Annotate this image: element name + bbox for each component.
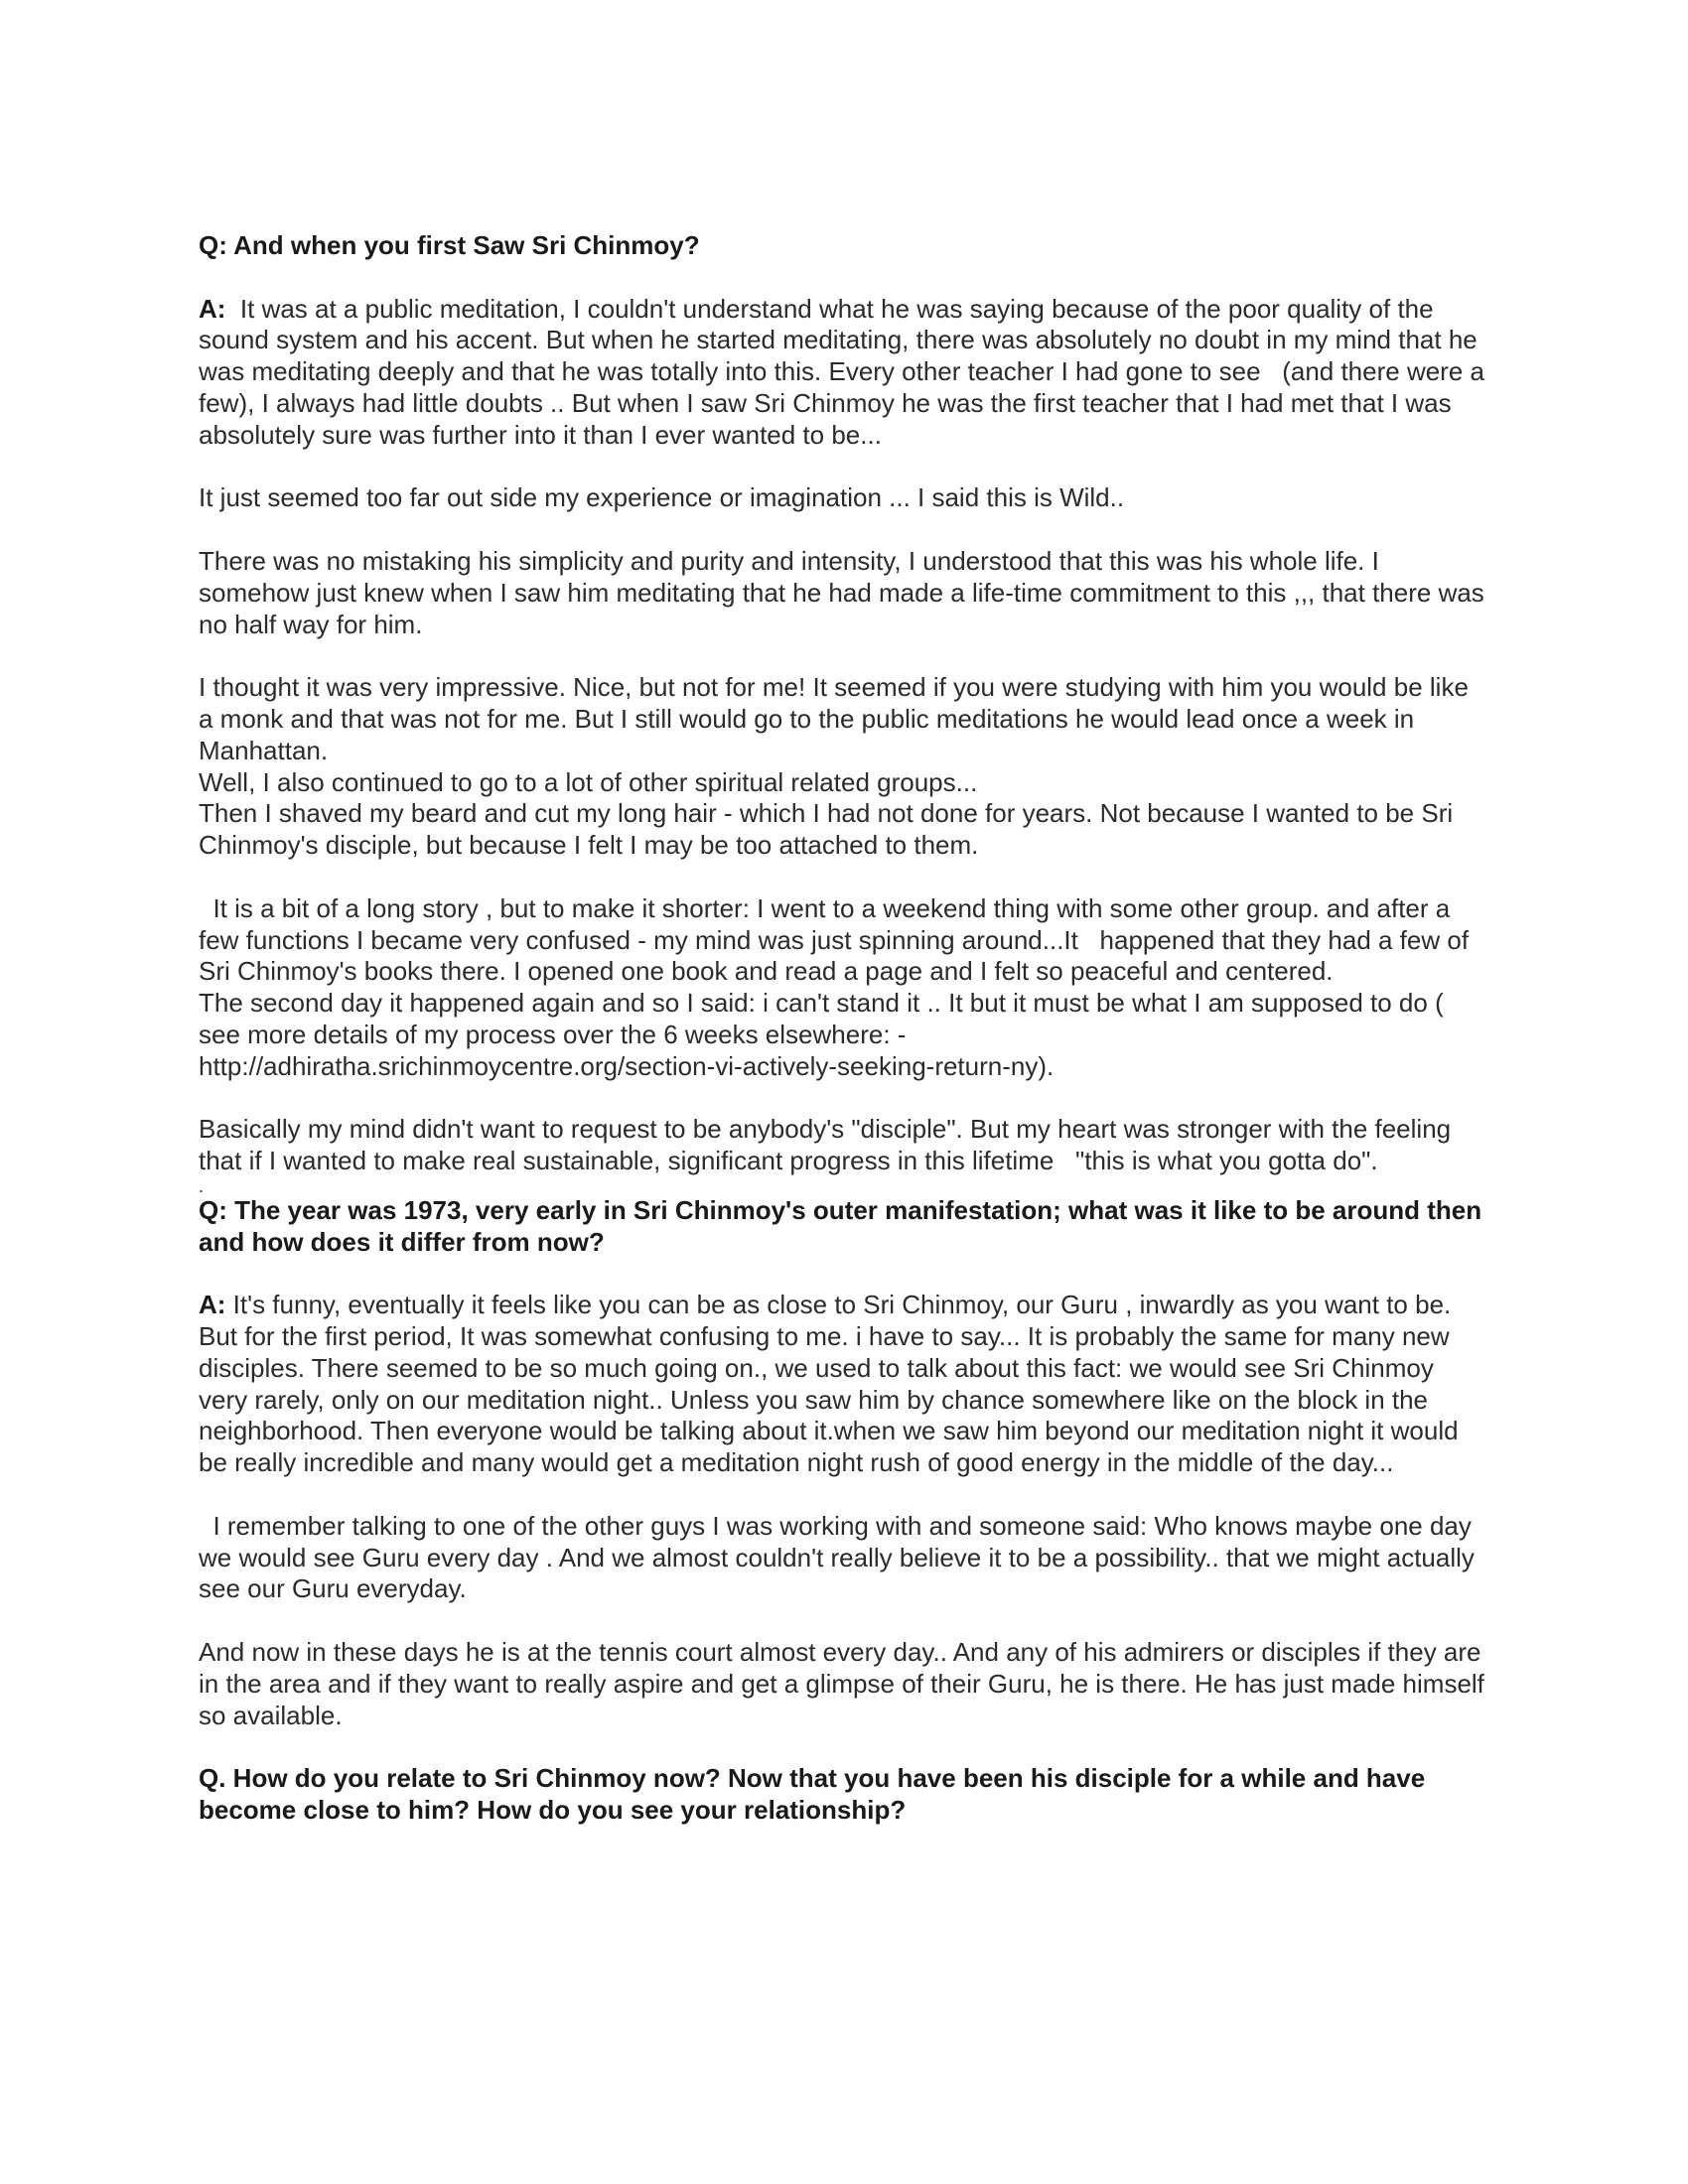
url-text: http://adhiratha.srichinmoycentre.org/section-vi-actively-seeking-return-ny). [199, 1050, 1055, 1081]
spacer [199, 262, 1489, 294]
body-paragraph: The second day it happened again and so I said: i can't stand it .. It but it must be what I am supposed to do ( see more details of my process over the 6 weeks elsewhere: - [199, 988, 1444, 1049]
body-paragraph: It just seemed too far out side my experience or imagination ... I said this is Wild.. [199, 482, 1125, 513]
body-paragraph: There was no mistaking his simplicity and purity and intensity, I understood that this was his whole life. I somehow just knew when I saw him meditating that he had made a life-time commitment to this ,,, that there was no half way for him. [199, 545, 1484, 639]
body-paragraph: Basically my mind didn't want to request to be anybody's "disciple". But my heart was stronger with the feeling that if I wanted to make real sustainable, significant progress in this lifetime "this is what you gotta do". [199, 1114, 1452, 1176]
answer-text: It was at a public meditation, I couldn't understand what he was saying because of the poor quality of the sound system and his accent. But when he started meditating, there was absolutely no doubt in my mind that he was meditating deeply and that he was totally into this. Every other teacher I had gone to see (and there were a few), I always had little doubts .. But when I saw Sri Chinmoy he was the first teacher that I had met that I was absolutely sure was further into it than I ever wanted to be... [199, 293, 1484, 450]
answer-paragraph [199, 294, 1489, 452]
body-paragraph: And now in these days he is at the tennis court almost every day.. And any of his admirers or disciples if they are in the area and if they want to really aspire and get a glimpse of their Guru, he is there. He has just made himself so available. [199, 1637, 1484, 1730]
spacer [199, 1259, 1489, 1291]
answer-paragraph [199, 1290, 1489, 1479]
spacer [199, 1083, 1489, 1115]
spacer [199, 640, 1489, 672]
spacer [199, 514, 1489, 546]
spacer [199, 1605, 1489, 1637]
stray-period: . [199, 1175, 205, 1196]
document-page [199, 230, 1489, 1827]
answer-text: It's funny, eventually it feels like you can be as close to Sri Chinmoy, our Guru , inwardly as you want to be. But for the first period, It was somewhat confusing to me. i have to say... It is probably the same for many new disciples. There seemed to be so much going on., we used to talk about this fact: we would see Sri Chinmoy very rarely, only on our meditation night.. Unless you saw him by chance somewhere like on the block in the neighborhood. Then everyone would be talking about it.when we saw him beyond our meditation night it would be really incredible and many would get a meditation night rush of good energy in the middle of the day... [199, 1290, 1459, 1478]
body-paragraph: It is a bit of a long story , but to make it shorter: I went to a weekend thing with some other group. and after a few functions I became very confused - my mind was just spinning around...It happened that they had a few of Sri Chinmoy's books there. I opened one book and read a page and I felt so peaceful and centered. [199, 892, 1470, 987]
body-paragraph: I thought it was very impressive. Nice, but not for me! It seemed if you were studying with him you would be like a monk and that was not for me. But I still would go to the public meditations he would lead once a week in Manhattan. [199, 672, 1469, 765]
spacer [199, 1731, 1489, 1763]
body-paragraph: I remember talking to one of the other guys I was working with and someone said: Who knows maybe one day we would see Guru every day . And we almost couldn't really believe it to be a possibility.. that we might actually see our Guru everyday. [199, 1510, 1475, 1604]
body-paragraph: Well, I also continued to go to a lot of other spiritual related groups... [199, 766, 978, 797]
question-heading: Q: The year was 1973, very early in Sri Chinmoy's outer manifestation; what was it like to be around then and how does it differ from now? [199, 1194, 1482, 1257]
body-paragraph: Then I shaved my beard and cut my long hair - which I had not done for years. Not because I wanted to be Sri Chinmoy's disciple, but because I felt I may be too attached to them. [199, 798, 1454, 861]
question-heading: Q: And when you first Saw Sri Chinmoy? [199, 230, 700, 260]
answer-label: A: [199, 293, 226, 324]
spacer [199, 452, 1489, 483]
spacer [199, 1479, 1489, 1511]
question-heading: Q. How do you relate to Sri Chinmoy now? Now that you have been his disciple for a while and have become close to him? How do you see your relationship? [199, 1763, 1426, 1826]
answer-label: A: [199, 1290, 226, 1320]
spacer [199, 862, 1489, 893]
